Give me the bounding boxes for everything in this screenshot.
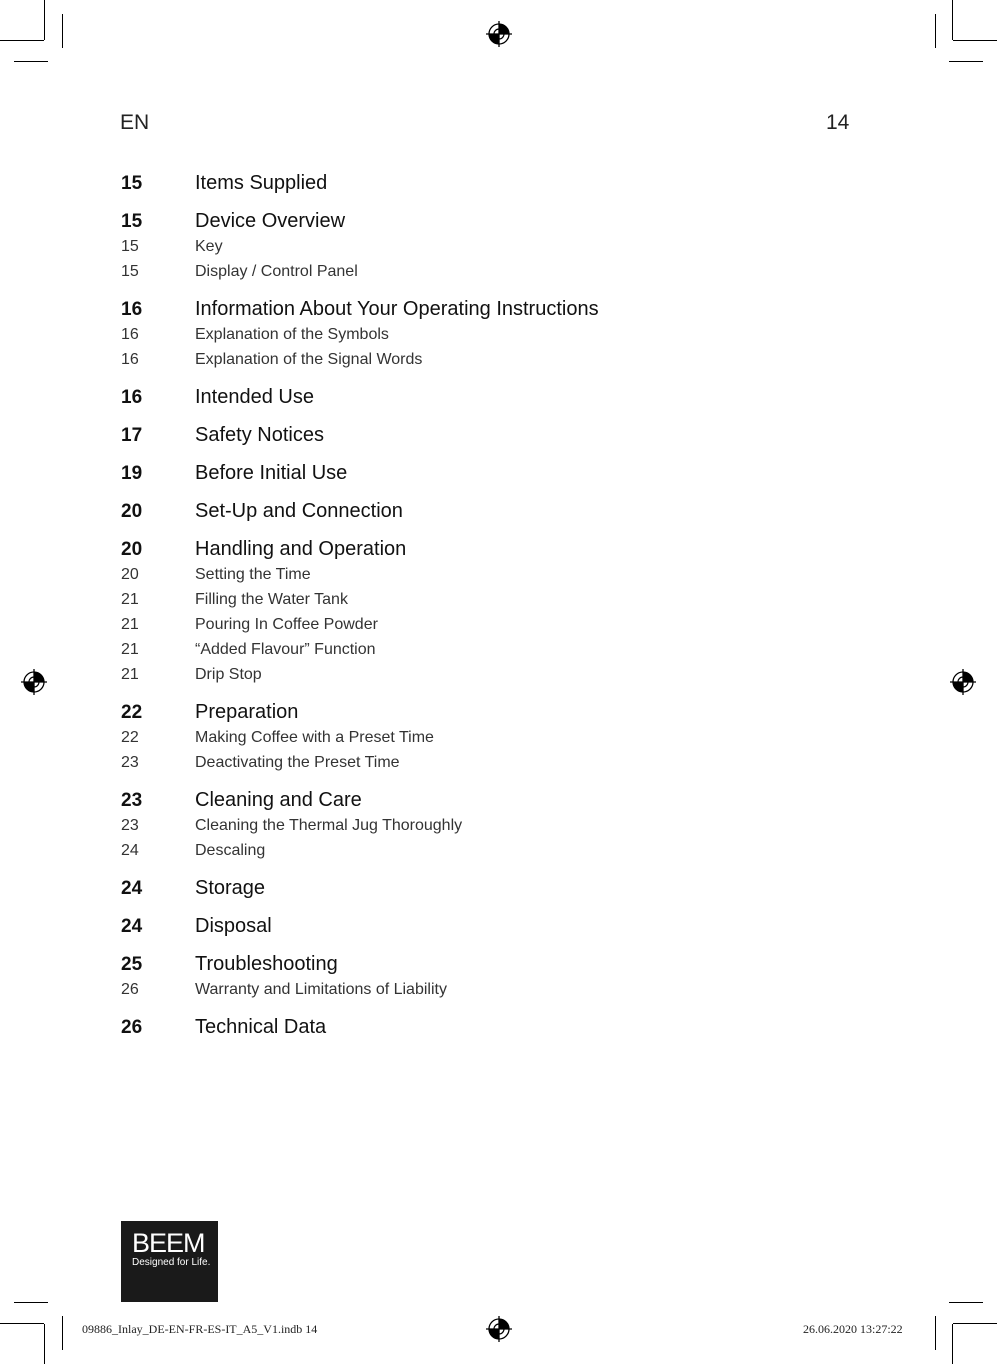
crop-mark <box>952 1324 953 1364</box>
toc-section-title: Intended Use <box>195 386 314 408</box>
crop-mark <box>953 40 997 41</box>
toc-section-title: Preparation <box>195 701 299 723</box>
toc-subsection-page: 23 <box>121 817 139 834</box>
toc-subsection-page: 16 <box>121 351 139 368</box>
toc-subsection-title: Drip Stop <box>195 666 262 683</box>
toc-subsection-page: 26 <box>121 981 139 998</box>
toc-section-page: 26 <box>121 1017 143 1038</box>
toc-section <box>121 424 881 452</box>
toc-section-title: Before Initial Use <box>195 462 348 484</box>
crop-mark <box>62 14 63 48</box>
toc-subsection-title: Explanation of the Symbols <box>195 326 389 343</box>
toc-subsection-page: 21 <box>121 591 139 608</box>
slug-filename: 09886_Inlay_DE-EN-FR-ES-IT_A5_V1.indb 14 <box>82 1322 318 1336</box>
toc-section <box>121 298 881 326</box>
toc-section <box>121 877 881 905</box>
toc-section-page: 16 <box>121 387 143 408</box>
crop-mark <box>44 1324 45 1364</box>
toc-section <box>121 953 881 981</box>
toc-section-page: 15 <box>121 211 143 232</box>
toc-subsection-title: Pouring In Coffee Powder <box>195 616 378 633</box>
crop-mark <box>953 1323 997 1324</box>
toc-subsection-page: 15 <box>121 238 139 255</box>
toc-subsection-title: Key <box>195 238 223 255</box>
toc-subsection-title: Making Coffee with a Preset Time <box>195 729 434 746</box>
toc-subsection <box>121 729 881 754</box>
toc-subsection-title: Filling the Water Tank <box>195 591 348 608</box>
toc-section-title: Troubleshooting <box>195 953 338 975</box>
toc-section-page: 24 <box>121 916 143 937</box>
crop-mark <box>44 0 45 40</box>
toc-subsection <box>121 981 881 1006</box>
logo-tagline: Designed for Life. <box>132 1257 211 1268</box>
language-code: EN <box>120 111 150 134</box>
toc-section-page: 20 <box>121 539 143 560</box>
toc-subsection-page: 15 <box>121 263 139 280</box>
toc-section <box>121 386 881 414</box>
toc-subsection <box>121 351 881 376</box>
toc-subsection-title: “Added Flavour” Function <box>195 641 376 658</box>
toc-subsection <box>121 641 881 666</box>
registration-mark-icon <box>950 669 976 695</box>
toc-subsection-page: 20 <box>121 566 139 583</box>
logo-brand: BEEM <box>132 1228 205 1258</box>
toc-section-page: 23 <box>121 790 143 811</box>
toc-subsection-title: Display / Control Panel <box>195 263 358 280</box>
crop-mark <box>949 1302 983 1303</box>
toc-subsection <box>121 591 881 616</box>
crop-mark <box>935 1316 936 1350</box>
toc-subsection-title: Warranty and Limitations of Liability <box>195 981 447 998</box>
toc-subsection <box>121 666 881 691</box>
crop-mark <box>14 61 48 62</box>
crop-mark <box>0 1323 44 1324</box>
toc-section-title: Technical Data <box>195 1016 327 1038</box>
toc-section-title: Device Overview <box>195 210 346 232</box>
toc-section <box>121 538 881 566</box>
toc-subsection <box>121 754 881 779</box>
toc-section <box>121 915 881 943</box>
crop-mark <box>952 0 953 40</box>
toc-section-page: 22 <box>121 702 143 723</box>
toc-subsection <box>121 238 881 263</box>
crop-mark <box>0 40 44 41</box>
toc-subsection-title: Setting the Time <box>195 566 311 583</box>
brand-logo <box>121 1221 218 1302</box>
toc-subsection-page: 21 <box>121 616 139 633</box>
table-of-contents <box>121 172 881 1044</box>
toc-section-page: 20 <box>121 501 143 522</box>
toc-section-page: 16 <box>121 299 143 320</box>
toc-subsection-page: 21 <box>121 641 139 658</box>
toc-subsection-page: 22 <box>121 729 139 746</box>
toc-section-title: Handling and Operation <box>195 538 407 560</box>
crop-mark <box>949 61 983 62</box>
toc-section-title: Storage <box>195 877 266 899</box>
registration-mark-icon <box>21 669 47 695</box>
toc-subsection <box>121 842 881 867</box>
toc-section <box>121 701 881 729</box>
toc-section-page: 17 <box>121 425 143 446</box>
crop-mark <box>14 1302 48 1303</box>
toc-section-page: 15 <box>121 173 143 194</box>
toc-section-title: Cleaning and Care <box>195 789 362 811</box>
toc-subsection-page: 21 <box>121 666 139 683</box>
toc-subsection-page: 16 <box>121 326 139 343</box>
toc-section <box>121 172 881 200</box>
toc-subsection <box>121 326 881 351</box>
toc-subsection-title: Deactivating the Preset Time <box>195 754 400 771</box>
toc-subsection <box>121 616 881 641</box>
registration-mark-icon <box>486 21 512 47</box>
toc-section <box>121 210 881 238</box>
toc-section-title: Information About Your Operating Instructions <box>195 298 599 320</box>
crop-mark <box>935 14 936 48</box>
toc-section-title: Safety Notices <box>195 424 324 446</box>
toc-subsection-page: 23 <box>121 754 139 771</box>
toc-section-title: Set-Up and Connection <box>195 500 403 522</box>
toc-section-page: 19 <box>121 463 143 484</box>
toc-subsection-title: Cleaning the Thermal Jug Thoroughly <box>195 817 463 834</box>
crop-mark <box>62 1316 63 1350</box>
toc-section-page: 24 <box>121 878 143 899</box>
registration-mark-icon <box>486 1316 512 1342</box>
slug-timestamp: 26.06.2020 13:27:22 <box>803 1322 903 1336</box>
toc-section <box>121 1016 881 1044</box>
toc-section <box>121 789 881 817</box>
toc-subsection-title: Descaling <box>195 842 266 859</box>
toc-subsection-title: Explanation of the Signal Words <box>195 351 423 368</box>
page-number: 14 <box>826 111 850 134</box>
toc-section <box>121 462 881 490</box>
toc-section-title: Disposal <box>195 915 272 937</box>
toc-subsection <box>121 566 881 591</box>
toc-section-title: Items Supplied <box>195 172 328 194</box>
toc-subsection-page: 24 <box>121 842 139 859</box>
toc-section <box>121 500 881 528</box>
toc-subsection <box>121 263 881 288</box>
toc-subsection <box>121 817 881 842</box>
toc-section-page: 25 <box>121 954 143 975</box>
